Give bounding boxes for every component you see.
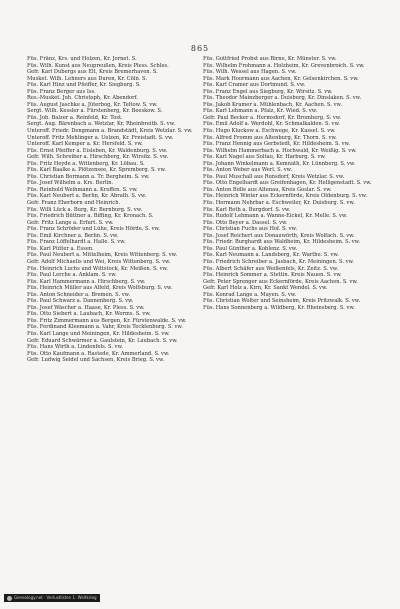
list-entry: Gefr. Paul Becker a. Hermsdorf, Kr. Bromberg. S. vw. bbox=[203, 114, 342, 121]
watermark-text: Genealogy.net · Verlustlisten 1. Weltkrieg bbox=[14, 595, 97, 600]
list-entry: Gefr. Eduard Schwärmer a. Gaulstein, Kr. Laubach. S. vw. bbox=[27, 337, 178, 344]
list-entry: Sergt. Wilh. Kessler a. Fürstenberg, Kr. Beeskow. S. bbox=[27, 108, 163, 115]
list-entry: Füs. Josef Wilhelm a. Krs. Berlin. bbox=[27, 180, 114, 187]
list-entry: Füs. Anton Schneider a. Bremen. S. vw. bbox=[27, 291, 131, 298]
list-entry: Füs. Friedrich Schreiber a. Jasbach, Kr. Meiningen. S. vw. bbox=[203, 258, 354, 265]
list-entry: Füs. Reinhold Weihmann a. Kroffen. S. vw. bbox=[27, 186, 138, 193]
list-entry: Füs. Heinrich Müller aus Alfeld, Kreis Wolfsburg. S. vw. bbox=[27, 285, 173, 292]
list-entry: Füs. Franz Berger aus Iss. bbox=[27, 88, 96, 95]
list-entry: Füs. Wilh. Kunst aus Neupreußen, Kreis Pless. Schles. bbox=[27, 62, 169, 69]
list-entry: Füs. Hermann Nehrbar a. Eschweiler, Kr. Duisburg. S. vw. bbox=[203, 200, 355, 207]
list-entry: Gefr. Ludwig Seidel und Sachsen, Kreis Brieg. S. vw. bbox=[27, 357, 165, 364]
list-entry: Füs. Emil Kirchner a. Berlin. S. vw. bbox=[27, 232, 119, 239]
list-entry: Füs. Christian Fuchs aus Hof. S. vw. bbox=[203, 226, 297, 233]
list-entry: Füs. Alfred Fromm aus Altenburg, Kr. Thorn. S. vw. bbox=[203, 134, 337, 141]
list-entry: Füs. Fränz, Krs. und Holzen, Kr. Jornet. S. bbox=[27, 56, 137, 62]
list-entry: Füs. Emil Adolf a. Werdohl, Kr. Schmalkalden. S. vw. bbox=[203, 121, 340, 128]
list-entry: Füs. Fritz Heyde a. Wittenberg, Kr. Löbau. S. bbox=[27, 160, 145, 167]
list-entry: Gefr. Adolf Michaelis und Wei, Kreis Wittenberg. S. vw. bbox=[27, 258, 171, 265]
list-entry: Füs. Anton Weber aus Werl. S. vw. bbox=[203, 167, 293, 174]
list-entry: Füs. Otto Engelhardt aus Greifenhagen, Kr. Helligenstadt. S. vw. bbox=[203, 180, 372, 187]
list-entry: Füs. Paul Schwarz a. Dannenberg. S. vw. bbox=[27, 298, 134, 305]
list-entry: Füs. Wilhelm Frohmann a. Holzheim, Kr. Grevenbroich. S. vw. bbox=[203, 62, 365, 69]
list-entry: Füs. Franz Hennig aus Gerbstedt, Kr. Hildesheim. S. vw. bbox=[203, 141, 350, 148]
list-entry: Füs. Otto Kaufmann a. Rastede, Kr. Ammerland. S. vw. bbox=[27, 350, 170, 357]
list-entry: Füs. Paul Neubert a. Mittelheim, Kreis Wittenberg. S. vw. bbox=[27, 252, 178, 259]
list-entry: Füs. Joh. Balzer a. Reinfeld, Kr. Tost. bbox=[27, 114, 123, 121]
list-entry: Gefr. Karl Holz a. Kirn, Kr. Sankt Wendel. S. vw. bbox=[203, 285, 328, 292]
list-entry: Füs. Hugo Kluckow a. Eschwege, Kr. Kassel. S. vw. bbox=[203, 128, 336, 135]
logo-icon bbox=[7, 596, 12, 601]
list-entry: Füs. Karl Roth a. Burgdorf. S. vw. bbox=[203, 206, 291, 213]
list-entry: Füs. Christian Wolter und Seinsheim, Kreis Pritzwalk. S. vw. bbox=[203, 298, 361, 305]
list-entry: Füs. Franz Schröder und Lühe, Kreis Hörde. S. vw. bbox=[27, 226, 160, 233]
list-entry: Musket. Wilh. Lehners aus Duren, Kr. Cöln. S. bbox=[27, 75, 147, 82]
list-entry: Füs. Friedr. Burghardt aus Waldheim, Kr. Hildesheim. S. vw. bbox=[203, 239, 361, 246]
list-entry: Füs. Anton Bolle aus Altenau, Kreis Goslar. S. vw. bbox=[203, 186, 332, 193]
list-entry: Füs. Jakob Kramer a. Mühlenbach, Kr. Aachen. S. vw. bbox=[203, 101, 342, 108]
list-entry: Füs. Wilhelm Hammerbach a. Hochwald, Kr. Weißig. S. vw. bbox=[203, 147, 357, 154]
list-entry: Füs. Johann Winkelmann a. Kemnath, Kr. Lünnberg. S. vw. bbox=[203, 160, 356, 167]
page-number: 865 bbox=[190, 44, 210, 53]
list-entry: Füs. Karl Pütter a. Essen. bbox=[27, 245, 94, 252]
list-entry: Füs. Franz Löffelhardt a. Halle. S. vw. bbox=[27, 239, 126, 246]
list-entry: Füs. Hans Sonnenberg a. Wildberg, Kr. Rheinsberg. S. vw. bbox=[203, 304, 355, 311]
list-entry: Füs. Karl Lehmann a. Pfalz, Kr. Wied. S. vw. bbox=[203, 108, 318, 115]
right-column bbox=[203, 56, 379, 311]
list-entry: Füs. Fritz Zimmermann aus Bergen, Kr. Fürstenwalde. S. vw. bbox=[27, 317, 187, 324]
list-entry: Füs. August Jaschke a. Jüterbog, Kr. Teltow. S. vw. bbox=[27, 101, 158, 108]
list-entry: Sergt. Aug. Bärenbach a. Wetzlar, Kr. Rheinbreitb. S. vw. bbox=[27, 121, 176, 128]
list-entry: Gefr. Fritz Lange a. Erfurt. S. vw. bbox=[27, 219, 114, 226]
list-entry: Füs. Theodor Mainzberger a. Duisburg, Kr. Dinslaken. S. vw. bbox=[203, 95, 362, 102]
list-entry: Füs. Karl Baalke a. Plötzensee, Kr. Spremberg. S. vw. bbox=[27, 167, 166, 174]
list-entry: Unteroff. Friedr. Dengmann a. Brandstädt, Kreis Wetzlar. S. vw. bbox=[27, 128, 193, 135]
list-entry: Füs. Hans Wirth a. Lindenfels. S. vw. bbox=[27, 344, 123, 351]
list-entry: Füs. Paul Lerche a. Anklam. S. vw. bbox=[27, 272, 117, 279]
list-entry: Füs. Paul Günther a. Koblenz. S. vw. bbox=[203, 245, 298, 252]
list-entry: Füs. Otto Siebert a. Laubach, Kr. Worms. S. vw. bbox=[27, 311, 151, 318]
list-entry: Füs. Karl Neubert a. Berlin, Kr. Abrath. S. vw. bbox=[27, 193, 147, 200]
list-entry: Füs. Karl Cramer aus Dortmund. S. vw. bbox=[203, 82, 306, 89]
list-entry: Füs. Franz Engel aus Siegburg, Kr. Wirsitz. S. vw. bbox=[203, 88, 333, 95]
list-entry: Unteroff. Fritz Mehlinger a. Uelzen, Kr. Freistadt. S. vw. bbox=[27, 134, 174, 141]
list-entry: Füs. Albert Schäfer aus Weißenfels, Kr. Zeitz. S. vw. bbox=[203, 265, 339, 272]
list-entry: Gefr. Karl Dubergs aus Elt, Kreis Bremerhaven. S. bbox=[27, 69, 158, 76]
list-entry: Füs. Gottfried Probst aus Birne, Kr. Münster. S. vw. bbox=[203, 56, 337, 62]
list-entry: Füs. Willi Lück a. Burg, Kr. Bernburg. S. vw. bbox=[27, 206, 143, 213]
list-entry: Res.-Musket. Joh. Christoph, Kr. Abendorf. bbox=[27, 95, 138, 102]
list-entry: Füs. Karl Lange und Meiningen, Kr. Hildesheim. S. vw. bbox=[27, 330, 170, 337]
list-entry: Füs. Friedrich Büttner a. Biffing, Kr. Kronach. S. bbox=[27, 213, 154, 220]
list-entry: Füs. Christian Bormann a. Tr. Bergheim. S. vw. bbox=[27, 173, 150, 180]
list-entry: Füs. Heinrich Winter aus Eckernförde, Kreis Oldenburg. S. vw. bbox=[203, 193, 368, 200]
list-entry: Gefr. Wilh. Schreiber a. Hirschberg, Kr. Wirsitz. S. vw. bbox=[27, 154, 169, 161]
list-entry: Füs. Josef Wäscher a. Haase, Kr. Pless. S. vw. bbox=[27, 304, 145, 311]
list-entry: Füs. Karl Nagel aus Soltau, Kr. Harburg. S. vw. bbox=[203, 154, 326, 161]
list-entry: Füs. Karl Neumann a. Landsberg, Kr. Warthe. S. vw. bbox=[203, 252, 339, 259]
watermark bbox=[4, 594, 100, 602]
list-entry: Füs. Otto Beyer a. Dassel. S. vw. bbox=[203, 219, 288, 226]
list-entry: Gefr. Franz Eherborn und Heinrich. bbox=[27, 200, 121, 207]
list-entry: Füs. Karl Hammermann a. Hirschberg. S. vw. bbox=[27, 278, 146, 285]
list-entry: Füs. Ernst Pfeiffer a. Eisleben, Kr. Waldenburg. S. vw. bbox=[27, 147, 168, 154]
list-entry: Füs. Konrad Lange a. Mayen. S. vw. bbox=[203, 291, 297, 298]
list-entry: Füs. Paul Muschall aus Ronsdorf, Kreis Wetzlar. S. vw. bbox=[203, 173, 345, 180]
list-entry: Füs. Wilh. Wessel aus Hagen. S. vw. bbox=[203, 69, 297, 76]
list-entry: Unteroff. Karl Kemper a. Kr. Hersfeld. S. vw. bbox=[27, 141, 143, 148]
list-entry: Füs. Ferdinand Kleemann a. Vahr, Kreis Tecklenburg. S. vw. bbox=[27, 324, 183, 331]
list-entry: Gefr. Peter Sprenger aus Eckernförde, Kreis Aachen. S. vw. bbox=[203, 278, 358, 285]
list-entry: Füs. Heinrich Sommer a. Stettin. Kreis Nauen. S. vw. bbox=[203, 272, 342, 279]
list-entry: Füs. Mark Hoormann aus Aachen, Kr. Gelsenkirchen. S. vw. bbox=[203, 75, 359, 82]
list-entry: Füs. Heinrich Luchs und Wittstock, Kr. Meißen. S. vw. bbox=[27, 265, 168, 272]
list-entry: Füs. Karl Hinz und Pfeiffer, Kr. Siegburg. S. bbox=[27, 82, 141, 89]
list-entry: Füs. Josef Reichert aus Donauwörth, Kreis Wolfach. S. vw. bbox=[203, 232, 355, 239]
left-column bbox=[27, 56, 203, 364]
list-entry: Füs. Rudolf Lehmann a. Wanne-Eickel, Kr. Melle. S. vw. bbox=[203, 213, 348, 220]
